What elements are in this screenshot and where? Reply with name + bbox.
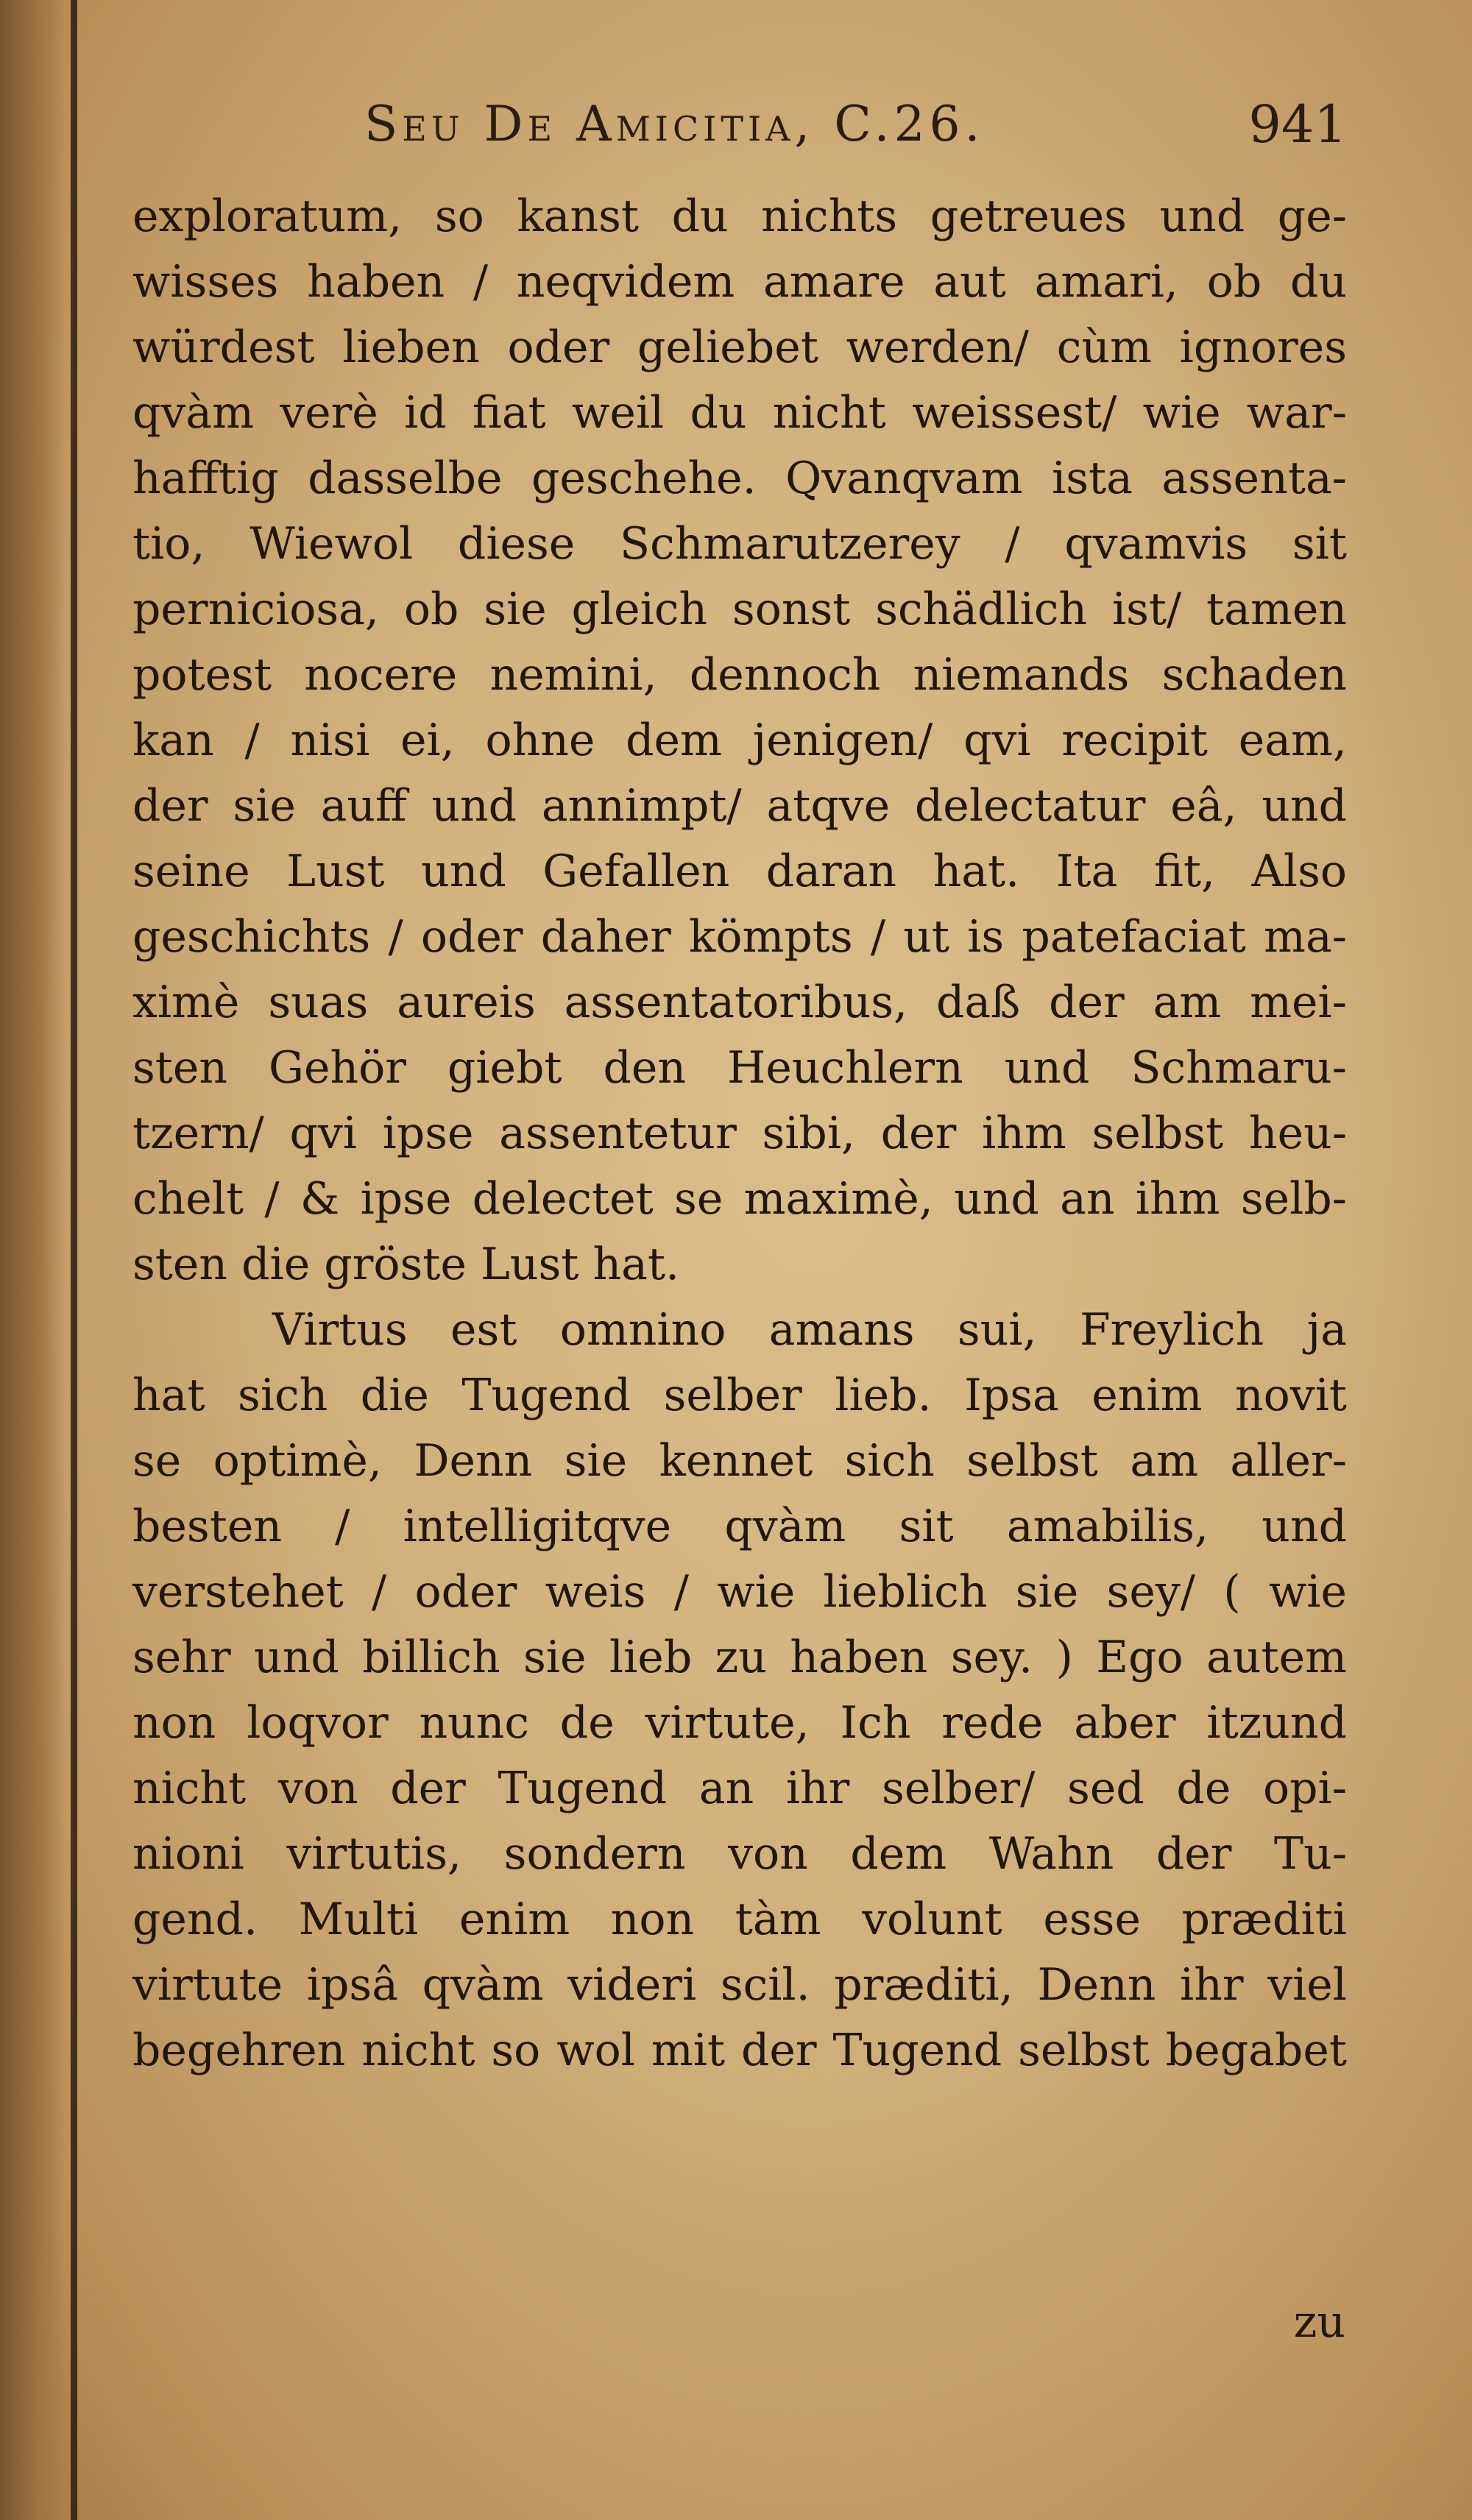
text-line: chelt / & ipse delectet se maximè, und an ihm selb- bbox=[132, 1173, 1347, 1225]
text-line: potest nocere nemini, dennoch niemands schaden bbox=[132, 649, 1347, 701]
text-line: non loqvor nunc de virtute, Ich rede aber itzund bbox=[132, 1697, 1347, 1749]
text-line: hafftig dasselbe geschehe. Qvanqvam ista assenta- bbox=[132, 453, 1347, 504]
text-line: sten Gehör giebt den Heuchlern und Schmaru- bbox=[132, 1042, 1347, 1094]
text-line: tzern/ qvi ipse assentetur sibi, der ihm selbst heu- bbox=[132, 1108, 1347, 1159]
catchword: zu bbox=[1293, 2296, 1345, 2348]
running-head: Seu De Amicitia, C.26. bbox=[364, 96, 985, 152]
text-line: tio, Wiewol diese Schmarutzerey / qvamvis sit bbox=[132, 518, 1347, 570]
text-line: perniciosa, ob sie gleich sonst schädlich ist/ tamen bbox=[132, 584, 1347, 635]
text-line: se optimè, Denn sie kennet sich selbst am aller- bbox=[132, 1435, 1347, 1487]
body-text bbox=[132, 184, 1347, 2084]
paragraph-start-line: Virtus est omnino amans sui, Freylich ja bbox=[272, 1304, 1347, 1356]
binding-shadow bbox=[0, 0, 66, 2520]
book-page bbox=[132, 88, 1362, 2429]
text-line: würdest lieben oder geliebet werden/ cùm ignores bbox=[132, 322, 1347, 373]
text-line: verstehet / oder weis / wie lieblich sie sey/ ( wie bbox=[132, 1566, 1347, 1618]
text-line: seine Lust und Gefallen daran hat. Ita fit, Also bbox=[132, 846, 1347, 897]
text-line: der sie auff und annimpt/ atqve delectatur eâ, und bbox=[132, 780, 1347, 832]
page-header bbox=[132, 88, 1362, 184]
text-line: exploratum, so kanst du nichts getreues und ge- bbox=[132, 191, 1347, 242]
text-line: ximè suas aureis assentatoribus, daß der am mei- bbox=[132, 977, 1347, 1028]
text-line: kan / nisi ei, ohne dem jenigen/ qvi recipit eam, bbox=[132, 715, 1347, 766]
page-number: 941 bbox=[1248, 94, 1347, 155]
text-line: gend. Multi enim non tàm volunt esse præditi bbox=[132, 1894, 1347, 1945]
text-line: nioni virtutis, sondern von dem Wahn der Tu- bbox=[132, 1828, 1347, 1880]
text-line: wisses haben / neqvidem amare aut amari, ob du bbox=[132, 256, 1347, 308]
text-line: hat sich die Tugend selber lieb. Ipsa enim novit bbox=[132, 1370, 1347, 1421]
text-line: besten / intelligitqve qvàm sit amabilis, und bbox=[132, 1501, 1347, 1552]
text-line: qvàm verè id fiat weil du nicht weissest/ wie war- bbox=[132, 387, 1347, 439]
text-line: begehren nicht so wol mit der Tugend selbst begabet bbox=[132, 2025, 1347, 2076]
text-line: virtute ipsâ qvàm videri scil. præditi, Denn ihr viel bbox=[132, 1959, 1347, 2011]
gutter-rule bbox=[71, 0, 77, 2520]
paragraph-end-line: sten die gröste Lust hat. bbox=[132, 1239, 680, 1290]
text-line: nicht von der Tugend an ihr selber/ sed de opi- bbox=[132, 1763, 1347, 1814]
text-line: geschichts / oder daher kömpts / ut is patefaciat ma- bbox=[132, 911, 1347, 963]
text-line: sehr und billich sie lieb zu haben sey. ) Ego autem bbox=[132, 1632, 1347, 1683]
